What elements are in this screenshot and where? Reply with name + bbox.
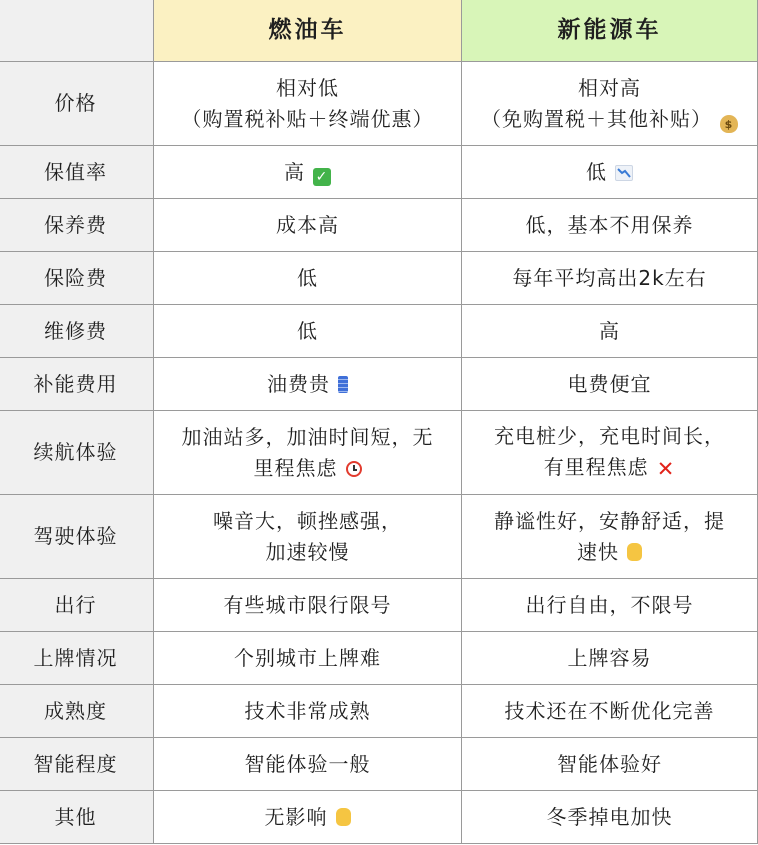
new-energy-car-cell <box>462 495 758 579</box>
fuel-car-cell <box>154 685 462 738</box>
table-row <box>0 358 758 411</box>
fuel-car-cell <box>154 738 462 791</box>
new-energy-car-cell <box>462 579 758 632</box>
cell-text: 噪音大，顿挫感强， <box>213 508 402 533</box>
table-row <box>0 199 758 252</box>
cell-line <box>160 263 455 294</box>
fuel-car-cell <box>154 411 462 495</box>
cell-line <box>468 369 751 400</box>
fuel-car-cell <box>154 495 462 579</box>
new-energy-car-cell <box>462 305 758 358</box>
cell-line <box>160 369 455 400</box>
fuel-car-cell <box>154 305 462 358</box>
cell-line <box>468 452 751 485</box>
cell-line <box>160 104 455 135</box>
header-row <box>0 0 758 62</box>
cell-line <box>468 263 751 294</box>
book-icon <box>338 376 348 393</box>
table-row <box>0 632 758 685</box>
row-label: 驾驶体验 <box>0 495 154 579</box>
cell-line <box>468 316 751 347</box>
cell-line <box>468 506 751 537</box>
cell-text: 低 <box>297 265 318 290</box>
new-energy-car-cell <box>462 632 758 685</box>
cell-line <box>160 157 455 188</box>
fuel-car-cell <box>154 146 462 199</box>
cell-text: 每年平均高出2k左右 <box>512 265 707 290</box>
cell-line <box>468 104 751 135</box>
cell-line <box>468 210 751 241</box>
table-row <box>0 411 758 495</box>
cell-text: （免购置税＋其他补贴） <box>481 106 712 131</box>
table-row <box>0 62 758 146</box>
cell-text: 无影响 <box>264 804 328 829</box>
cell-text: 冬季掉电加快 <box>546 804 673 829</box>
new-energy-car-cell <box>462 685 758 738</box>
cell-text: 高 <box>599 318 620 343</box>
cell-line <box>468 590 751 621</box>
table-row <box>0 146 758 199</box>
cell-text: 出行自由，不限号 <box>525 592 694 617</box>
new-energy-car-cell <box>462 62 758 146</box>
fuel-car-cell <box>154 791 462 844</box>
cell-line <box>468 696 751 727</box>
cell-text: 加油站多，加油时间短，无 <box>181 424 434 449</box>
row-label: 智能程度 <box>0 738 154 791</box>
row-label: 出行 <box>0 579 154 632</box>
header-corner-cell <box>0 0 154 62</box>
cell-text: 低，基本不用保养 <box>525 212 694 237</box>
table-row <box>0 579 758 632</box>
fuel-car-cell <box>154 199 462 252</box>
cell-line <box>160 506 455 537</box>
table-row <box>0 738 758 791</box>
cell-line <box>468 537 751 568</box>
cell-line <box>468 421 751 452</box>
cell-text: 有些城市限行限号 <box>223 592 392 617</box>
cell-line <box>468 73 751 104</box>
fuel-car-cell <box>154 579 462 632</box>
cell-text: 相对高 <box>578 75 641 100</box>
fuel-car-cell <box>154 252 462 305</box>
row-label: 其他 <box>0 791 154 844</box>
cell-line <box>468 157 751 188</box>
cell-line <box>160 590 455 621</box>
new-energy-car-cell <box>462 791 758 844</box>
new-energy-car-cell <box>462 146 758 199</box>
new-energy-car-cell <box>462 358 758 411</box>
thumbs-up-icon <box>627 543 642 561</box>
header-new-energy-car: 新能源车 <box>462 0 758 62</box>
row-label: 保值率 <box>0 146 154 199</box>
row-label: 续航体验 <box>0 411 154 495</box>
new-energy-car-cell <box>462 411 758 495</box>
row-label: 保险费 <box>0 252 154 305</box>
cell-line <box>160 210 455 241</box>
fuel-car-cell <box>154 62 462 146</box>
cell-text: 上牌容易 <box>567 645 652 670</box>
cell-line <box>160 802 455 833</box>
row-label: 上牌情况 <box>0 632 154 685</box>
ok-hand-icon <box>336 808 351 826</box>
row-label: 成熟度 <box>0 685 154 738</box>
new-energy-car-cell <box>462 738 758 791</box>
cell-text: 里程焦虑 <box>253 455 338 480</box>
cell-text: 充电桩少，充电时间长， <box>494 423 725 448</box>
cell-line <box>160 749 455 780</box>
cross-icon: ✕ <box>656 456 676 481</box>
row-label: 保养费 <box>0 199 154 252</box>
cell-line <box>468 802 751 833</box>
cell-text: （购置税补贴＋终端优惠） <box>181 106 434 131</box>
money-bag-icon: $ <box>720 115 738 133</box>
cell-text: 电费便宜 <box>567 371 652 396</box>
cell-text: 个别城市上牌难 <box>234 645 381 670</box>
cell-line <box>160 696 455 727</box>
new-energy-car-cell <box>462 252 758 305</box>
cell-text: 高 <box>284 159 305 184</box>
row-label: 维修费 <box>0 305 154 358</box>
check-icon: ✓ <box>313 168 331 186</box>
cell-text: 相对低 <box>276 75 339 100</box>
cell-text: 技术还在不断优化完善 <box>504 698 715 723</box>
cell-text: 静谧性好，安静舒适，提 <box>494 508 725 533</box>
cell-text: 成本高 <box>276 212 339 237</box>
table-row <box>0 252 758 305</box>
table-row <box>0 791 758 844</box>
row-label: 价格 <box>0 62 154 146</box>
cell-text: 有里程焦虑 <box>543 454 649 479</box>
new-energy-car-cell <box>462 199 758 252</box>
table-row <box>0 305 758 358</box>
fuel-car-cell <box>154 358 462 411</box>
table-row <box>0 685 758 738</box>
cell-text: 技术非常成熟 <box>244 698 371 723</box>
chart-down-icon <box>615 165 633 181</box>
cell-text: 油费贵 <box>267 371 330 396</box>
cell-text: 低 <box>297 318 318 343</box>
cell-line <box>468 643 751 674</box>
fuel-car-cell <box>154 632 462 685</box>
cell-line <box>160 453 455 484</box>
table-row <box>0 495 758 579</box>
cell-line <box>160 422 455 453</box>
row-label: 补能费用 <box>0 358 154 411</box>
cell-text: 加速较慢 <box>265 539 350 564</box>
cell-text: 智能体验一般 <box>244 751 371 776</box>
cell-text: 低 <box>586 159 607 184</box>
cell-text: 智能体验好 <box>557 751 662 776</box>
cell-line <box>468 749 751 780</box>
header-fuel-car: 燃油车 <box>154 0 462 62</box>
cell-line <box>160 643 455 674</box>
cell-line <box>160 537 455 568</box>
cell-line <box>160 316 455 347</box>
cell-text: 速快 <box>577 539 619 564</box>
cell-line <box>160 73 455 104</box>
alarm-icon <box>346 461 362 477</box>
